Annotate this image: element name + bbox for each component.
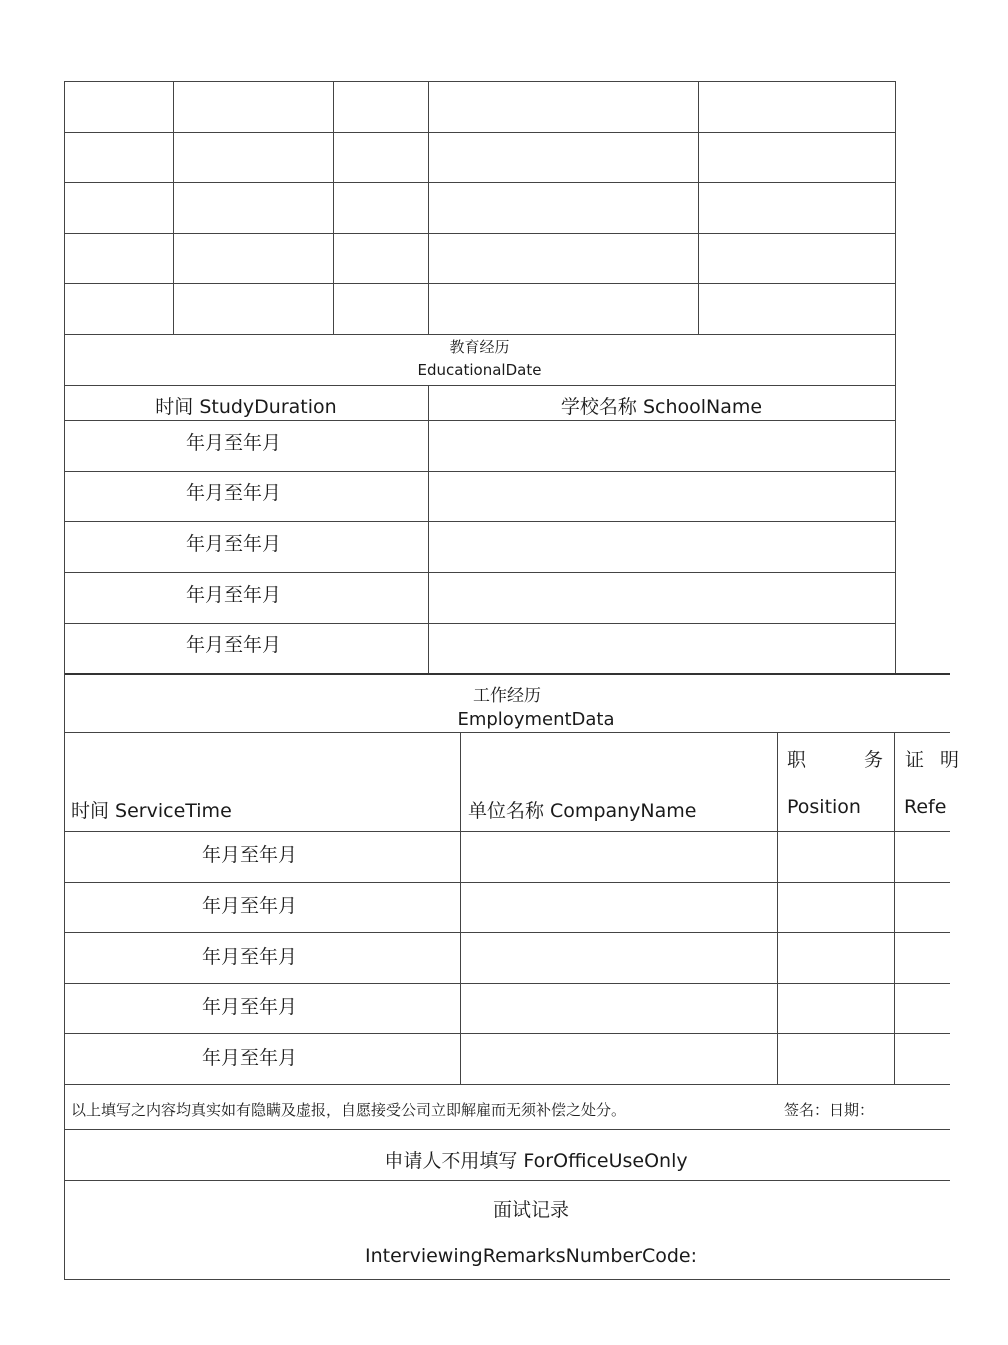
grid-line bbox=[64, 673, 65, 1280]
grid-line bbox=[64, 732, 950, 733]
employment-col-position-en: Position bbox=[787, 796, 861, 818]
education-row-date: 年月至年月 bbox=[186, 584, 282, 606]
grid-line bbox=[428, 81, 429, 334]
grid-line bbox=[64, 334, 896, 335]
grid-line bbox=[64, 182, 896, 183]
employment-col-position-cn-1: 职 bbox=[787, 749, 807, 771]
education-row-date: 年月至年月 bbox=[186, 432, 282, 454]
education-heading-en: EducationalDate bbox=[417, 361, 542, 379]
grid-line bbox=[64, 983, 950, 984]
grid-line bbox=[64, 1033, 950, 1034]
signature-date-label: 签名：日期： bbox=[784, 1101, 875, 1119]
employment-col-position-cn-2: 务 bbox=[864, 749, 884, 771]
employment-col-company: 单位名称 CompanyName bbox=[468, 800, 697, 822]
grid-line bbox=[64, 932, 950, 933]
employment-col-time: 时间 ServiceTime bbox=[71, 800, 232, 822]
grid-line bbox=[64, 233, 896, 234]
grid-line bbox=[64, 521, 896, 522]
employment-row-date: 年月至年月 bbox=[202, 996, 298, 1018]
grid-line bbox=[64, 882, 950, 883]
grid-line bbox=[64, 572, 896, 573]
interview-title: 面试记录 bbox=[492, 1199, 569, 1221]
grid-line bbox=[64, 623, 896, 624]
education-col-time: 时间 StudyDuration bbox=[155, 396, 337, 418]
employment-row-date: 年月至年月 bbox=[202, 844, 298, 866]
grid-line bbox=[64, 81, 65, 334]
employment-row-date: 年月至年月 bbox=[202, 946, 298, 968]
grid-line bbox=[64, 471, 896, 472]
grid-line bbox=[64, 1279, 950, 1280]
grid-line bbox=[698, 81, 699, 334]
office-use-label: 申请人不用填写 ForOfficeUseOnly bbox=[384, 1150, 688, 1172]
employment-col-ref-cn-1: 证 bbox=[905, 749, 925, 771]
grid-line bbox=[460, 732, 461, 1084]
grid-line bbox=[64, 673, 950, 675]
grid-line bbox=[333, 81, 334, 334]
grid-line bbox=[777, 732, 778, 1084]
grid-line bbox=[64, 1084, 950, 1085]
interview-remarks-label: InterviewingRemarksNumberCode: bbox=[365, 1245, 697, 1267]
education-heading-cn: 教育经历 bbox=[449, 338, 510, 356]
grid-line bbox=[64, 385, 896, 386]
employment-col-ref-en: Refe bbox=[904, 796, 947, 818]
grid-line bbox=[64, 831, 950, 832]
grid-line bbox=[428, 385, 429, 673]
declaration-text: 以上填写之内容均真实如有隐瞒及虚报，自愿接受公司立即解雇而无须补偿之处分。 bbox=[71, 1101, 627, 1119]
grid-line bbox=[894, 732, 895, 1084]
grid-line bbox=[173, 81, 174, 334]
employment-row-date: 年月至年月 bbox=[202, 1047, 298, 1069]
education-col-school: 学校名称 SchoolName bbox=[560, 396, 763, 418]
grid-line bbox=[64, 1180, 950, 1181]
grid-line bbox=[64, 1129, 950, 1130]
grid-line bbox=[64, 132, 896, 133]
employment-row-date: 年月至年月 bbox=[202, 895, 298, 917]
grid-line bbox=[64, 283, 896, 284]
education-row-date: 年月至年月 bbox=[186, 634, 282, 656]
employment-heading-en: EmploymentData bbox=[457, 709, 615, 730]
grid-line bbox=[64, 420, 896, 421]
education-row-date: 年月至年月 bbox=[186, 533, 282, 555]
employment-heading-cn: 工作经历 bbox=[473, 686, 541, 706]
employment-col-ref-cn-2: 明 bbox=[940, 749, 960, 771]
education-row-date: 年月至年月 bbox=[186, 482, 282, 504]
grid-line bbox=[895, 81, 896, 334]
grid-line bbox=[64, 81, 896, 82]
